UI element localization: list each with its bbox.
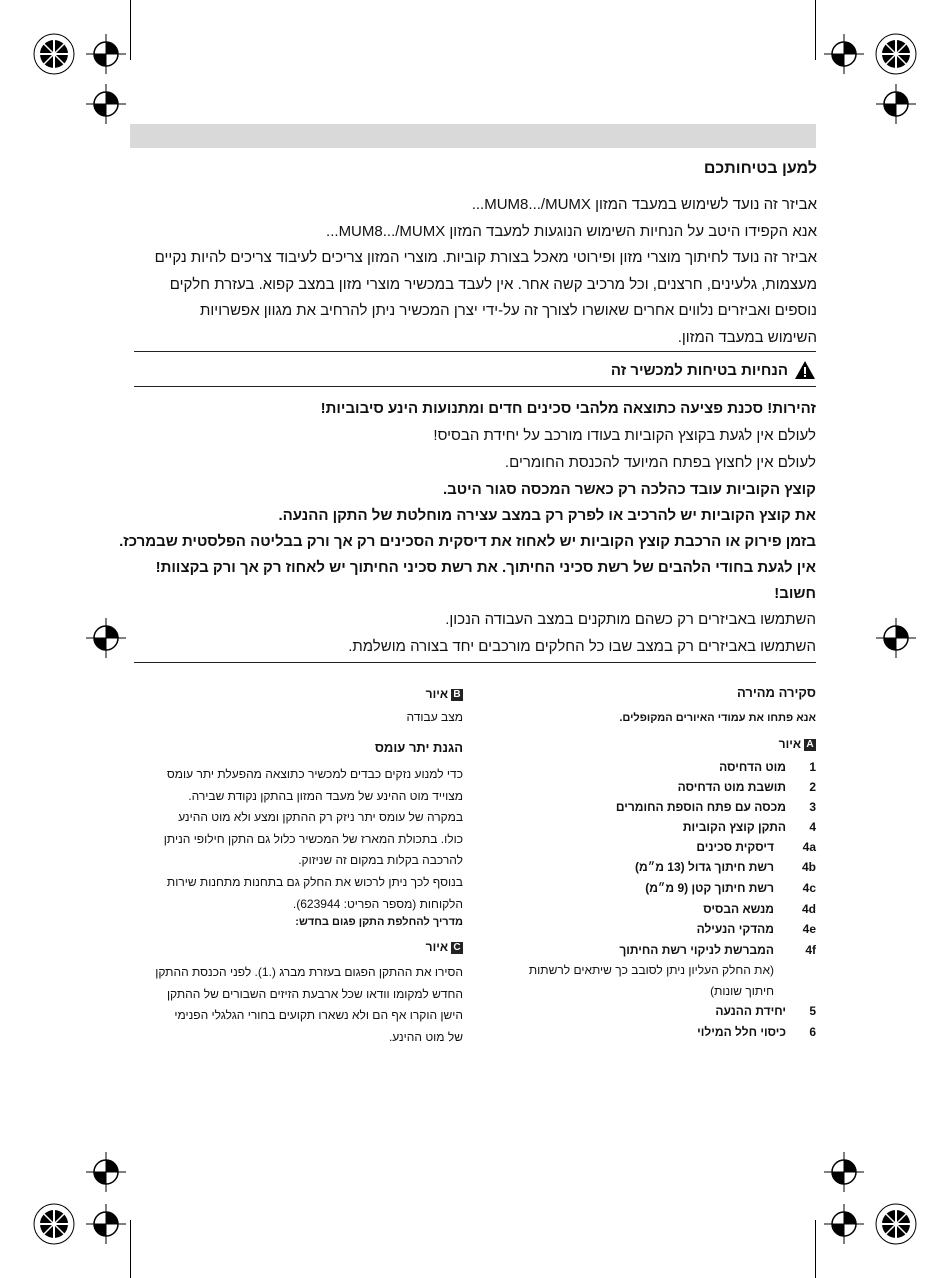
warning-line: השתמשו באביזרים רק כשהם מותקנים במצב העבודה הנכון.	[445, 611, 816, 628]
item-number: 4e	[802, 922, 816, 936]
item-label: מוט הדחיסה	[719, 760, 786, 774]
item-label: כיסוי חלל המילוי	[697, 1025, 786, 1039]
trim-line-bottom-right-v	[815, 1220, 816, 1278]
trim-line-bottom-left-v	[130, 1220, 131, 1278]
warning-line: זהירות! סכנת פציעה כתוצאה מלהבי סכינים חדים ומתנועות הינע סיבוביות!	[320, 400, 816, 417]
registration-mark-bottom-right-2	[822, 1202, 866, 1246]
figure-label-text: איור	[425, 687, 448, 701]
item-number	[774, 984, 816, 998]
item-number: 4a	[802, 840, 816, 854]
item-label: מכסה עם פתח הוספת החומרים	[615, 800, 786, 814]
registration-mark-top-right-1	[874, 32, 918, 76]
overview-subtitle: אנא פתחו את עמודי האיורים המקופלים.	[619, 712, 816, 724]
intro-line: השימוש במעבד המזון.	[677, 328, 817, 346]
item-number: 6	[809, 1025, 816, 1039]
text-line: כולו. בתכולת המארז של המכשיר כלול גם התקן חילופי הניתן	[163, 831, 463, 846]
item-label: תושבת מוט הדחיסה	[677, 780, 786, 794]
text-line: החדש למקומו וודאו שכל ארבעת הזיזים השבורים של ההתקן	[166, 986, 463, 1001]
divider	[134, 386, 816, 387]
page-title: למען בטיחותכם	[703, 160, 817, 177]
text-line: כדי למנוע נזקים כבדים למכשיר כתוצאה מהפעלת יתר עומס	[166, 767, 463, 781]
item-label: רשת חיתוך גדול (13 מ״מ)	[635, 860, 774, 874]
figure-a-label	[779, 737, 816, 751]
text-line: בנוסף לכך ניתן לרכוש את החלק גם בתחנות מתחנות שירות	[166, 874, 463, 889]
item-number: 4c	[802, 881, 816, 895]
list-item	[715, 1004, 816, 1018]
warning-heading	[611, 360, 816, 380]
list-item	[696, 840, 816, 854]
registration-mark-bottom-left-1	[32, 1202, 76, 1246]
text-line: הישן הוקרו אף הם ולא נשארו תקועים בחורי הגלגלי הפנימי	[174, 1008, 463, 1023]
overload-heading: הגנת יתר עומס	[374, 740, 463, 755]
warning-line: את קוצץ הקוביות יש להרכיב או לפרק רק במצב עצירה מוחלטת של התקן ההנעה.	[278, 507, 816, 524]
registration-mark-bottom-left-2	[84, 1202, 128, 1246]
item-number: 4f	[805, 943, 816, 957]
divider	[134, 662, 816, 663]
item-label: מנשא הבסיס	[703, 902, 774, 916]
item-number: 5	[809, 1004, 816, 1018]
header-bar	[130, 124, 816, 148]
replace-paragraph	[133, 962, 463, 1048]
intro-paragraph	[117, 192, 817, 351]
item-number: 1	[809, 760, 816, 774]
registration-mark-mid-right-bottom	[822, 1150, 866, 1194]
overview-heading: סקירה מהירה	[736, 685, 816, 700]
list-item	[529, 963, 816, 977]
warning-line: השתמשו באביזרים רק במצב שבו כל החלקים מורכבים יחד בצורה מושלמת.	[348, 638, 816, 655]
intro-line: נוספים ואביזרים נלווים אחרים שאושרו לצורך זה על-ידי יצרן המכשיר ניתן להרחיב את מגוון אפשרויות	[200, 302, 817, 319]
item-number: 3	[809, 800, 816, 814]
figure-b-label	[426, 687, 463, 701]
figure-c-label	[426, 940, 463, 954]
list-item	[683, 820, 816, 834]
list-item	[710, 984, 816, 998]
figure-badge: C	[451, 942, 463, 954]
figure-badge: B	[451, 689, 463, 701]
registration-mark-mid-left-bottom	[84, 1150, 128, 1194]
item-number: 2	[809, 780, 816, 794]
item-number: 4d	[801, 902, 816, 916]
trim-line-top-left-v	[130, 0, 131, 60]
item-label: (את החלק העליון ניתן לסובב כך שיתאים לרשתות	[528, 963, 774, 977]
registration-mark-center-right	[874, 616, 918, 660]
list-item	[697, 922, 816, 936]
trim-line-top-right-v	[815, 0, 816, 60]
registration-mark-top-right-2	[822, 32, 866, 76]
list-item	[635, 860, 816, 874]
replace-heading: מדריך להחלפת התקן פגום בחדש:	[295, 916, 463, 928]
intro-line: אנא הקפידו היטב על הנחיות השימוש הנוגעות למעבד המזון MUM8.../MUMX...	[326, 222, 817, 240]
text-line: להרכבה בקלות במקום זה שניזוק.	[298, 853, 463, 868]
registration-mark-top-left-2	[84, 32, 128, 76]
intro-line: מעצמות, גלעינים, חרצנים, וכל מרכיב קשה אחר. אין לעבד במכשיר מוצרי מזון במצב קפוא. בעזרת חלקים	[169, 275, 817, 293]
warning-triangle-icon	[794, 360, 816, 380]
warning-line: חשוב!	[774, 585, 816, 602]
intro-line: אביזר זה נועד לשימוש במעבד המזון MUM8.../MUMX...	[471, 196, 817, 213]
text-line: במקרה של עומס יתר ניזק רק ההתקן ומצע ולא מוט ההינע	[178, 810, 463, 825]
list-item	[719, 760, 816, 774]
registration-mark-top-left-1	[32, 32, 76, 76]
text-line: של מוט ההינע.	[388, 1029, 463, 1044]
item-label: רשת חיתוך קטן (9 מ״מ)	[645, 881, 774, 895]
warning-line: אין לגעת בחודי הלהבים של רשת סכיני החיתוך. את רשת סכיני החיתוך יש לאחוז רק אך ורק בקצוות!	[155, 559, 816, 576]
item-label: יחידת ההנעה	[715, 1004, 786, 1018]
item-number	[774, 963, 816, 977]
list-item	[697, 1025, 816, 1039]
warning-line: בזמן פירוק או הרכבת קוצץ הקוביות יש לאחוז את דיסקית הסכינים רק אך ורק בבליטה הפלסטית שבמרכז.	[119, 533, 816, 550]
warning-line: לעולם אין לגעת בקוצץ הקוביות בעודו מורכב על יחידת הבסיס!	[433, 427, 816, 444]
warning-heading-text: הנחיות בטיחות למכשיר זה	[610, 361, 788, 379]
figure-badge: A	[804, 739, 816, 751]
divider	[134, 351, 816, 352]
item-label: דיסקית סכינים	[696, 840, 774, 854]
text-line: מצוייד מוט ההינע של מעבד המזון בהתקן נקודת שבירה.	[188, 788, 463, 803]
text-line: הסירו את ההתקן הפגום בעזרת מברג (.1). לפני הכנסת ההתקן	[155, 965, 463, 979]
registration-mark-mid-left-top	[84, 82, 128, 126]
warning-line: לעולם אין לחצוץ בפתח המיועד להכנסת החומרים.	[504, 454, 816, 471]
list-item	[619, 943, 816, 957]
item-number: 4b	[801, 860, 816, 874]
list-item	[616, 800, 816, 814]
figure-label-text: איור	[425, 940, 448, 954]
figure-label-text: איור	[778, 737, 801, 751]
overload-paragraph	[133, 764, 463, 915]
list-item	[678, 780, 816, 794]
item-label: התקן קוצץ הקוביות	[682, 820, 786, 834]
item-label: חיתוך שונות)	[710, 984, 774, 998]
registration-mark-mid-right-top	[874, 82, 918, 126]
warning-line: קוצץ הקוביות עובד כהלכה רק כאשר המכסה סגור היטב.	[442, 481, 816, 498]
item-number: 4	[809, 820, 816, 834]
item-label: המברשת לניקוי רשת החיתוך	[619, 943, 774, 957]
list-item	[645, 881, 816, 895]
registration-mark-bottom-right-1	[874, 1202, 918, 1246]
figure-b-caption: מצב עבודה	[406, 710, 463, 724]
list-item	[703, 902, 816, 916]
intro-line: אביזר זה נועד לחיתוך מוצרי מזון ופירוטי מאכל בצורת קוביות. מוצרי המזון צריכים לעיבוד צריכים להיות נקיים	[154, 249, 817, 266]
text-line: הלקוחות (מספר הפריט: 623944).	[292, 896, 463, 911]
item-label: מהדקי הנעילה	[696, 922, 774, 936]
